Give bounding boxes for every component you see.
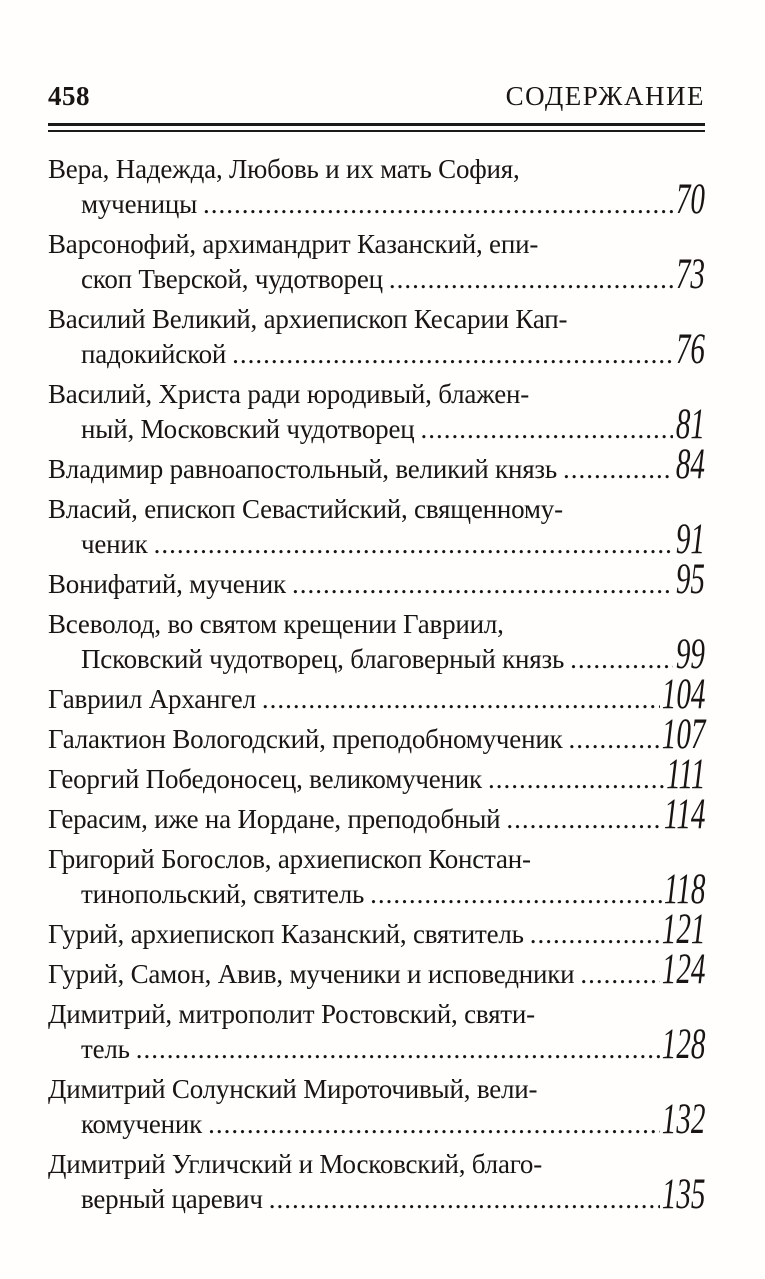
toc-entry-line <box>48 1019 705 1068</box>
dot-leader <box>232 337 673 372</box>
toc-entry-line: Григорий Богослов, архиепископ Констан- <box>48 844 531 874</box>
toc-entry <box>48 842 705 912</box>
toc-entry-line <box>48 324 705 373</box>
toc-page-number: 73 <box>675 249 705 298</box>
dot-leader <box>269 1182 660 1217</box>
toc-entry-line <box>48 439 705 488</box>
toc-entry-text: Владимир равноапостольный, великий князь <box>48 454 557 484</box>
page-title: СОДЕРЖАНИЕ <box>505 81 705 111</box>
dot-leader <box>530 917 660 952</box>
toc-entry <box>48 997 705 1067</box>
toc-page-number: 81 <box>675 399 705 448</box>
dot-leader <box>292 567 673 602</box>
toc-entry <box>48 152 705 222</box>
dot-leader <box>563 452 673 487</box>
toc-entry-line <box>48 174 705 223</box>
toc-entry-text: Гурий, Самон, Авив, мученики и исповедники <box>48 959 575 989</box>
toc-page-number: 95 <box>675 554 705 603</box>
toc-entry <box>48 709 705 758</box>
toc-page-number: 114 <box>663 789 705 838</box>
dot-leader <box>136 1032 660 1067</box>
toc-entry <box>48 669 705 718</box>
toc-entry <box>48 1072 705 1142</box>
header-divider <box>48 123 705 132</box>
toc-entry <box>48 492 705 562</box>
toc-entry-line <box>48 249 705 298</box>
toc-entry-text: Вонифатий, мученик <box>48 569 286 599</box>
toc-entry-text: ный, Московский чудотворец <box>81 414 415 444</box>
toc-entry-line <box>48 1094 705 1143</box>
dot-leader <box>580 957 659 992</box>
toc-entry <box>48 302 705 372</box>
toc-entry-text: ченик <box>81 529 148 559</box>
toc-page-number: 107 <box>661 709 705 758</box>
toc-entry-text: Гурий, архиепископ Казанский, святитель <box>48 919 524 949</box>
toc-page-number: 132 <box>661 1094 705 1143</box>
toc-entry-line <box>48 399 705 448</box>
toc-entry-line <box>48 514 705 563</box>
toc-entry <box>48 904 705 953</box>
toc-entry <box>48 377 705 447</box>
toc-entry-text: Псковский чудотворец, благоверный князь <box>81 644 565 674</box>
toc-entry-line: Варсонофий, архимандрит Казанский, епи- <box>48 229 539 259</box>
toc-entry-line: Вера, Надежда, Любовь и их мать София, <box>48 154 520 184</box>
toc-entry-text: Галактион Вологодский, преподобномученик <box>48 724 563 754</box>
toc-entry-text: Георгий Победоносец, великомученик <box>48 764 482 794</box>
toc-entry <box>48 607 705 677</box>
toc-page-number: 121 <box>661 904 705 953</box>
toc-list <box>48 152 705 1217</box>
toc-entry-line <box>48 629 705 678</box>
toc-page-number: 124 <box>661 944 705 993</box>
toc-entry-line: Василий, Христа ради юродивый, блажен- <box>48 379 530 409</box>
toc-entry-line: Всеволод, во святом крещении Гавриил, <box>48 609 504 639</box>
dot-leader <box>154 527 673 562</box>
dot-leader <box>420 412 673 447</box>
toc-entry-text: Гавриил Архангел <box>48 684 256 714</box>
toc-entry-line <box>48 944 705 993</box>
toc-entry-line <box>48 1169 705 1218</box>
dot-leader <box>488 762 664 797</box>
toc-entry-line: Димитрий, митрополит Ростовский, святи- <box>48 999 535 1029</box>
toc-entry-line <box>48 864 705 913</box>
toc-page-number: 128 <box>661 1019 705 1068</box>
toc-entry <box>48 439 705 488</box>
toc-entry <box>48 944 705 993</box>
toc-entry <box>48 749 705 798</box>
toc-entry-line <box>48 709 705 758</box>
toc-page-number: 84 <box>675 439 705 488</box>
dot-leader <box>262 682 660 717</box>
toc-entry-line: Василий Великий, архиепископ Кесарии Кап- <box>48 304 568 334</box>
toc-entry <box>48 227 705 297</box>
toc-entry-line: Димитрий Солунский Мироточивый, вели- <box>48 1074 538 1104</box>
page-number: 458 <box>48 81 90 111</box>
toc-entry-text: мученицы <box>81 189 198 219</box>
toc-entry <box>48 554 705 603</box>
toc-page-number: 70 <box>675 174 705 223</box>
toc-page-number: 118 <box>663 864 705 913</box>
toc-entry-text: падокийской <box>81 339 227 369</box>
dot-leader <box>506 802 661 837</box>
toc-entry-text: тинопольский, святитель <box>81 879 365 909</box>
toc-page-number: 76 <box>675 324 705 373</box>
dot-leader <box>570 642 673 677</box>
toc-entry <box>48 789 705 838</box>
toc-entry-line <box>48 554 705 603</box>
toc-page-number: 111 <box>665 749 705 798</box>
toc-page-number: 135 <box>661 1169 705 1218</box>
toc-entry-text: скоп Тверской, чудотворец <box>81 264 383 294</box>
toc-entry-text: Герасим, иже на Иордане, преподобный <box>48 804 501 834</box>
toc-entry-line <box>48 904 705 953</box>
running-head <box>48 83 705 110</box>
toc-entry-line: Власий, епископ Севастийский, священному- <box>48 494 563 524</box>
toc-entry-text: комученик <box>81 1109 203 1139</box>
toc-page-number: 91 <box>675 514 705 563</box>
toc-entry-line: Димитрий Угличский и Московский, благо- <box>48 1149 543 1179</box>
toc-page-number: 99 <box>675 629 705 678</box>
dot-leader <box>370 877 661 912</box>
toc-entry <box>48 1147 705 1217</box>
dot-leader <box>208 1107 659 1142</box>
dot-leader <box>389 262 673 297</box>
toc-entry-line <box>48 669 705 718</box>
dot-leader <box>203 187 673 222</box>
toc-entry-text: верный царевич <box>81 1184 263 1214</box>
toc-entry-line <box>48 749 705 798</box>
dot-leader <box>569 722 660 757</box>
toc-entry-line <box>48 789 705 838</box>
toc-page-number: 104 <box>661 669 705 718</box>
toc-entry-text: тель <box>81 1034 130 1064</box>
